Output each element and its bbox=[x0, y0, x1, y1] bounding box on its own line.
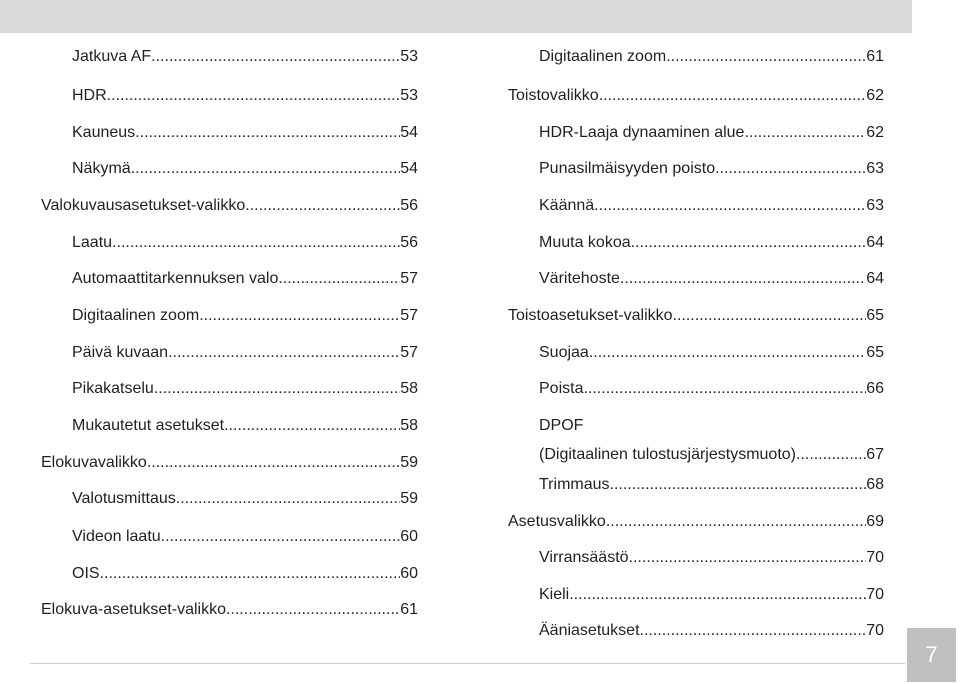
toc-entry-poista bbox=[539, 380, 884, 398]
toc-entry-label: Suojaa bbox=[539, 344, 589, 361]
toc-entry-page: 65 bbox=[866, 307, 884, 324]
dot-leader bbox=[620, 270, 866, 288]
toc-entry-label: Toistovalikko bbox=[508, 87, 599, 104]
toc-entry-paiva-kuvaan bbox=[72, 344, 418, 362]
toc-entry-hdr-laaja-dynaaminen-alue bbox=[539, 124, 884, 142]
toc-entry-label: Päivä kuvaan bbox=[72, 344, 169, 361]
dot-leader bbox=[107, 87, 401, 105]
toc-entry-label: Laatu bbox=[72, 234, 113, 251]
toc-entry-label: Väritehoste bbox=[539, 270, 620, 287]
dot-leader bbox=[631, 234, 867, 252]
dot-leader bbox=[112, 234, 400, 252]
toc-entry-digitaalinen-zoom bbox=[539, 48, 884, 66]
toc-entry-label: OIS bbox=[72, 565, 100, 582]
toc-entry-page: 57 bbox=[400, 344, 418, 361]
toc-entry-label: Jatkuva AF bbox=[72, 48, 152, 65]
dot-leader bbox=[666, 48, 866, 66]
toc-entry-label: Ääniasetukset bbox=[539, 622, 640, 639]
toc-entry-ois bbox=[72, 565, 418, 583]
toc-entry-label: Automaattitarkennuksen valo bbox=[72, 270, 279, 287]
toc-entry-label: Elokuvavalikko bbox=[41, 454, 147, 471]
toc-entry-page: 70 bbox=[866, 622, 884, 639]
toc-entry-label: Videon laatu bbox=[72, 528, 161, 545]
dot-leader bbox=[594, 197, 866, 215]
toc-entry-kauneus bbox=[72, 124, 418, 142]
toc-entry-page: 56 bbox=[400, 234, 418, 251]
toc-entry-label: Toistoasetukset-valikko bbox=[508, 307, 673, 324]
toc-entry-label: Asetusvalikko bbox=[508, 513, 606, 530]
header-bar bbox=[0, 0, 912, 33]
toc-entry-elokuvavalikko bbox=[41, 454, 418, 472]
toc-entry-page: 54 bbox=[400, 124, 418, 141]
toc-entry-laatu bbox=[72, 234, 418, 252]
toc-entry-nakyma bbox=[72, 160, 418, 178]
toc-entry-label: Kieli bbox=[539, 586, 570, 603]
toc-entry-videon-laatu bbox=[72, 528, 418, 546]
toc-entry-label: Digitaalinen zoom bbox=[72, 307, 200, 324]
toc-entry-automaattitarkennuksen-valo bbox=[72, 270, 418, 288]
toc-entry-page: 70 bbox=[866, 586, 884, 603]
toc-entry-mukautetut-asetukset bbox=[72, 417, 418, 435]
toc-entry-virransaasto bbox=[539, 549, 884, 567]
dot-leader bbox=[224, 417, 400, 435]
toc-entry-page: 63 bbox=[866, 160, 884, 177]
dot-leader bbox=[796, 446, 866, 464]
dot-leader bbox=[100, 565, 401, 583]
dot-leader bbox=[610, 476, 867, 494]
toc-entry-page: 58 bbox=[400, 417, 418, 434]
toc-entry-page: 60 bbox=[400, 565, 418, 582]
dot-leader bbox=[715, 160, 866, 178]
toc-entry-page: 61 bbox=[400, 601, 418, 618]
toc-entry-label: Näkymä bbox=[72, 160, 131, 177]
toc-entry-page: 66 bbox=[866, 380, 884, 397]
toc-entry-label: Pikakatselu bbox=[72, 380, 154, 397]
toc-entry-suojaa bbox=[539, 344, 884, 362]
toc-entry-label: Mukautetut asetukset bbox=[72, 417, 225, 434]
toc-entry-label: Punasilmäisyyden poisto bbox=[539, 160, 716, 177]
toc-entry-muuta-kokoa bbox=[539, 234, 884, 252]
toc-entry-valokuvausasetukset-valikko bbox=[41, 197, 418, 215]
dot-leader bbox=[161, 528, 401, 546]
toc-entry-page: 57 bbox=[400, 307, 418, 324]
dot-leader bbox=[151, 48, 400, 66]
toc-entry-label: DPOF bbox=[539, 417, 584, 434]
toc-entry-aaniasetukset bbox=[539, 622, 884, 640]
dot-leader bbox=[131, 160, 401, 178]
toc-entry-label: Valotusmittaus bbox=[72, 490, 176, 507]
toc-entry-label: Digitaalinen zoom bbox=[539, 48, 667, 65]
toc-entry-page: 63 bbox=[866, 197, 884, 214]
toc-entry-page: 57 bbox=[400, 270, 418, 287]
toc-entry-label: Muuta kokoa bbox=[539, 234, 631, 251]
toc-entry-page: 53 bbox=[400, 48, 418, 65]
toc-entry-page: 69 bbox=[866, 513, 884, 530]
toc-entry-dpof bbox=[539, 417, 884, 464]
toc-entry-label: Käännä bbox=[539, 197, 595, 214]
dot-leader bbox=[226, 601, 400, 619]
toc-entry-label: Kauneus bbox=[72, 124, 136, 141]
toc-entry-page: 70 bbox=[866, 549, 884, 566]
dot-leader bbox=[629, 549, 867, 567]
toc-entry-valotusmittaus bbox=[72, 490, 418, 508]
toc-entry-label: Elokuva-asetukset-valikko bbox=[41, 601, 226, 618]
dot-leader bbox=[278, 270, 400, 288]
toc-entry-page: 62 bbox=[866, 124, 884, 141]
toc-entry-label: Virransäästö bbox=[539, 549, 629, 566]
page-number: 7 bbox=[925, 642, 938, 667]
toc-entry-jatkuva-af bbox=[72, 48, 418, 66]
dot-leader bbox=[176, 490, 400, 508]
toc-entry-kieli bbox=[539, 586, 884, 604]
toc-entry-label: (Digitaalinen tulostusjärjestysmuoto) bbox=[539, 446, 796, 463]
dot-leader bbox=[154, 380, 400, 398]
dot-leader bbox=[147, 454, 400, 472]
toc-entry-page: 59 bbox=[400, 454, 418, 471]
toc-entry-elokuva-asetukset-valikko bbox=[41, 601, 418, 619]
toc-entry-pikakatselu bbox=[72, 380, 418, 398]
toc-entry-page: 67 bbox=[866, 446, 884, 463]
dot-leader bbox=[135, 124, 400, 142]
toc-entry-label: HDR-Laaja dynaaminen alue bbox=[539, 124, 745, 141]
dot-leader bbox=[589, 344, 866, 362]
toc-entry-page: 68 bbox=[866, 476, 884, 493]
toc-entry-varitehoste bbox=[539, 270, 884, 288]
toc-entry-page: 59 bbox=[400, 490, 418, 507]
dot-leader bbox=[606, 513, 866, 531]
dot-leader bbox=[168, 344, 400, 362]
toc-entry-asetusvalikko bbox=[508, 513, 884, 531]
footer-divider bbox=[30, 663, 905, 664]
toc-entry-page: 58 bbox=[400, 380, 418, 397]
toc-entry-page: 54 bbox=[400, 160, 418, 177]
toc-entry-page: 61 bbox=[866, 48, 884, 65]
dot-leader bbox=[583, 380, 866, 398]
dot-leader bbox=[744, 124, 866, 142]
dot-leader bbox=[569, 586, 866, 604]
dot-leader bbox=[245, 197, 400, 215]
dot-leader bbox=[640, 622, 867, 640]
page-number-badge bbox=[907, 628, 956, 682]
toc-entry-label: HDR bbox=[72, 87, 107, 104]
toc-entry-page: 56 bbox=[400, 197, 418, 214]
toc-entry-toistovalikko bbox=[508, 87, 884, 105]
toc-entry-digitaalinen-zoom bbox=[72, 307, 418, 325]
dot-leader bbox=[673, 307, 867, 325]
toc-entry-hdr bbox=[72, 87, 418, 105]
toc-entry-label: Valokuvausasetukset-valikko bbox=[41, 197, 246, 214]
dot-leader bbox=[599, 87, 867, 105]
toc-entry-page: 62 bbox=[866, 87, 884, 104]
toc-entry-toistoasetukset-valikko bbox=[508, 307, 884, 325]
toc-entry-page: 64 bbox=[866, 234, 884, 251]
toc-entry-page: 65 bbox=[866, 344, 884, 361]
toc-entry-kaanna bbox=[539, 197, 884, 215]
dot-leader bbox=[199, 307, 400, 325]
toc-entry-label: Trimmaus bbox=[539, 476, 610, 493]
toc-entry-page: 64 bbox=[866, 270, 884, 287]
toc-entry-punasilmaisyyden-poisto bbox=[539, 160, 884, 178]
toc-entry-page: 53 bbox=[400, 87, 418, 104]
toc-entry-label: Poista bbox=[539, 380, 584, 397]
toc-entry-page: 60 bbox=[400, 528, 418, 545]
toc-entry-trimmaus bbox=[539, 476, 884, 494]
